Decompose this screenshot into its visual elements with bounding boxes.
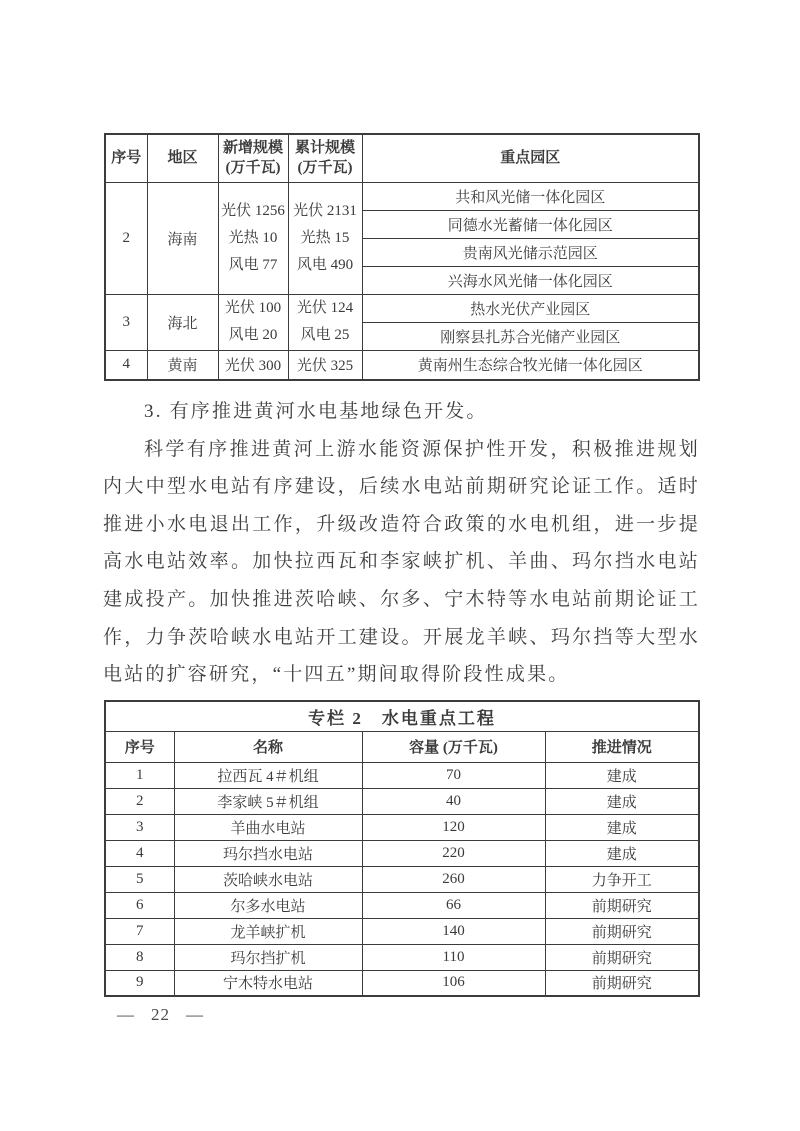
t2-row8-no: 8 <box>105 944 174 970</box>
t2-title-row <box>105 701 699 731</box>
t2-row5-status: 力争开工 <box>545 866 699 892</box>
t1-group3-cum-scale-pv: 光伏 124 <box>296 300 354 316</box>
paragraph-line: 科学有序推进黄河上游水能资源保护性开发，积极推进规划 <box>144 438 700 460</box>
t1-group3-park-2: 刚察县扎苏合光储产业园区 <box>362 322 699 350</box>
t1-group3-new-scale <box>218 294 288 350</box>
t1-group3-region: 海北 <box>147 294 218 350</box>
table-row <box>105 294 699 322</box>
t2-row6-name: 尔多水电站 <box>174 892 362 918</box>
t1-group2-park-4: 兴海水风光储一体化园区 <box>362 266 699 294</box>
t2-row8-status: 前期研究 <box>545 944 699 970</box>
paragraph-line: 建成投产。加快推进茨哈峡、尔多、宁木特等水电站前期论证工 <box>103 588 700 610</box>
t1-col-header-no: 序号 <box>105 134 147 182</box>
t2-row9-no: 9 <box>105 970 174 996</box>
t2-row6-capacity: 66 <box>362 892 545 918</box>
t2-row3-name: 羊曲水电站 <box>174 814 362 840</box>
body-text <box>103 393 700 694</box>
t2-row9-status: 前期研究 <box>545 970 699 996</box>
t1-col-header-cum-scale-line2: (万千瓦) <box>297 160 353 177</box>
t1-group4-new-scale: 光伏 300 <box>218 350 288 380</box>
t2-row3-capacity: 120 <box>362 814 545 840</box>
table-row <box>105 892 699 918</box>
t2-row7-no: 7 <box>105 918 174 944</box>
t2-row7-name: 龙羊峡扩机 <box>174 918 362 944</box>
t1-col-header-region: 地区 <box>147 134 218 182</box>
table-row <box>105 866 699 892</box>
t2-title: 专栏 2 水电重点工程 <box>105 701 699 731</box>
section-heading: 3. 有序推进黄河水电基地绿色开发。 <box>144 401 488 422</box>
t1-group2-no: 2 <box>105 182 147 294</box>
t2-row3-no: 3 <box>105 814 174 840</box>
t1-col-header-cum-scale-line1: 累计规模 <box>294 140 355 157</box>
t2-row9-capacity: 106 <box>362 970 545 996</box>
t2-header-row <box>105 731 699 762</box>
t1-group2-park-1: 共和风光储一体化园区 <box>362 182 699 210</box>
t1-group2-region: 海南 <box>147 182 218 294</box>
t2-col-header-capacity: 容量 (万千瓦) <box>362 731 545 762</box>
t1-group2-park-3: 贵南风光储示范园区 <box>362 238 699 266</box>
t2-col-header-name: 名称 <box>174 731 362 762</box>
t1-col-header-new-scale-line1: 新增规模 <box>222 140 283 157</box>
page-number-dash-left: — <box>117 1005 135 1024</box>
t2-row6-status: 前期研究 <box>545 892 699 918</box>
table-row <box>105 944 699 970</box>
t1-group4-park-1: 黄南州生态综合牧光储一体化园区 <box>362 350 699 380</box>
page-number-dash-right: — <box>186 1005 204 1024</box>
t1-group2-new-scale-csp: 光热 10 <box>228 229 278 246</box>
t2-col-header-status: 推进情况 <box>545 731 699 762</box>
table-row <box>105 970 699 996</box>
t2-row4-name: 玛尔挡水电站 <box>174 840 362 866</box>
t2-row2-status: 建成 <box>545 788 699 814</box>
t1-group3-park-1: 热水光伏产业园区 <box>362 294 699 322</box>
t1-group3-cum-scale <box>288 294 362 350</box>
paragraph-line: 内大中型水电站有序建设，后续水电站前期研究论证工作。适时 <box>103 476 700 498</box>
t2-row7-capacity: 140 <box>362 918 545 944</box>
t2-row9-name: 宁木特水电站 <box>174 970 362 996</box>
table-row <box>105 814 699 840</box>
paragraph-line: 电站的扩容研究，“十四五”期间取得阶段性成果。 <box>103 664 570 686</box>
t2-row2-no: 2 <box>105 788 174 814</box>
t2-row2-capacity: 40 <box>362 788 545 814</box>
t1-group3-cum-scale-wind: 风电 25 <box>300 327 350 343</box>
t1-group4-region: 黄南 <box>147 350 218 380</box>
table-row <box>105 762 699 788</box>
t2-row1-capacity: 70 <box>362 762 545 788</box>
t2-row7-status: 前期研究 <box>545 918 699 944</box>
table-row <box>105 788 699 814</box>
t2-row5-name: 茨哈峡水电站 <box>174 866 362 892</box>
t2-row8-name: 玛尔挡扩机 <box>174 944 362 970</box>
t2-row1-name: 拉西瓦 4＃机组 <box>174 762 362 788</box>
table-row <box>105 840 699 866</box>
t2-row4-capacity: 220 <box>362 840 545 866</box>
t1-col-header-parks: 重点园区 <box>362 134 699 182</box>
paragraph-line: 作，力争茨哈峡水电站开工建设。开展龙羊峡、玛尔挡等大型水 <box>103 626 700 648</box>
paragraph-line: 推进小水电退出工作，升级改造符合政策的水电机组，进一步提 <box>103 513 700 535</box>
t2-row5-no: 5 <box>105 866 174 892</box>
t2-row5-capacity: 260 <box>362 866 545 892</box>
table-row <box>105 182 699 210</box>
page-number-value: 22 <box>151 1005 170 1024</box>
t1-group2-new-scale <box>218 182 288 294</box>
page-number <box>117 1005 204 1025</box>
t2-row1-status: 建成 <box>545 762 699 788</box>
t1-group3-no: 3 <box>105 294 147 350</box>
t2-row8-capacity: 110 <box>362 944 545 970</box>
t2-col-header-no: 序号 <box>105 731 174 762</box>
regional-capacity-table <box>104 133 700 381</box>
t1-col-header-new-scale <box>218 134 288 182</box>
t2-row6-no: 6 <box>105 892 174 918</box>
t1-group2-cum-scale-wind: 风电 490 <box>296 256 354 273</box>
t1-col-header-new-scale-line2: (万千瓦) <box>225 160 281 177</box>
t1-col-header-cum-scale <box>288 134 362 182</box>
t1-group2-cum-scale-csp: 光热 15 <box>300 229 350 246</box>
table-row <box>105 350 699 380</box>
t1-group4-no: 4 <box>105 350 147 380</box>
t1-group4-cum-scale: 光伏 325 <box>288 350 362 380</box>
t1-group2-new-scale-wind: 风电 77 <box>228 256 278 273</box>
hydropower-projects-table <box>104 700 700 997</box>
paragraph-line: 高水电站效率。加快拉西瓦和李家峡扩机、羊曲、玛尔挡水电站 <box>103 551 700 573</box>
t1-group2-park-2: 同德水光蓄储一体化园区 <box>362 210 699 238</box>
t2-row4-no: 4 <box>105 840 174 866</box>
t2-row4-status: 建成 <box>545 840 699 866</box>
t1-group3-new-scale-pv: 光伏 100 <box>224 300 282 316</box>
t2-row2-name: 李家峡 5＃机组 <box>174 788 362 814</box>
t1-group2-new-scale-pv: 光伏 1256 <box>221 202 285 219</box>
t1-header-row <box>105 134 699 182</box>
t1-group2-cum-scale <box>288 182 362 294</box>
t1-group3-new-scale-wind: 风电 20 <box>228 327 278 343</box>
table-row <box>105 918 699 944</box>
t1-group2-cum-scale-pv: 光伏 2131 <box>293 202 357 219</box>
t2-row1-no: 1 <box>105 762 174 788</box>
t2-row3-status: 建成 <box>545 814 699 840</box>
